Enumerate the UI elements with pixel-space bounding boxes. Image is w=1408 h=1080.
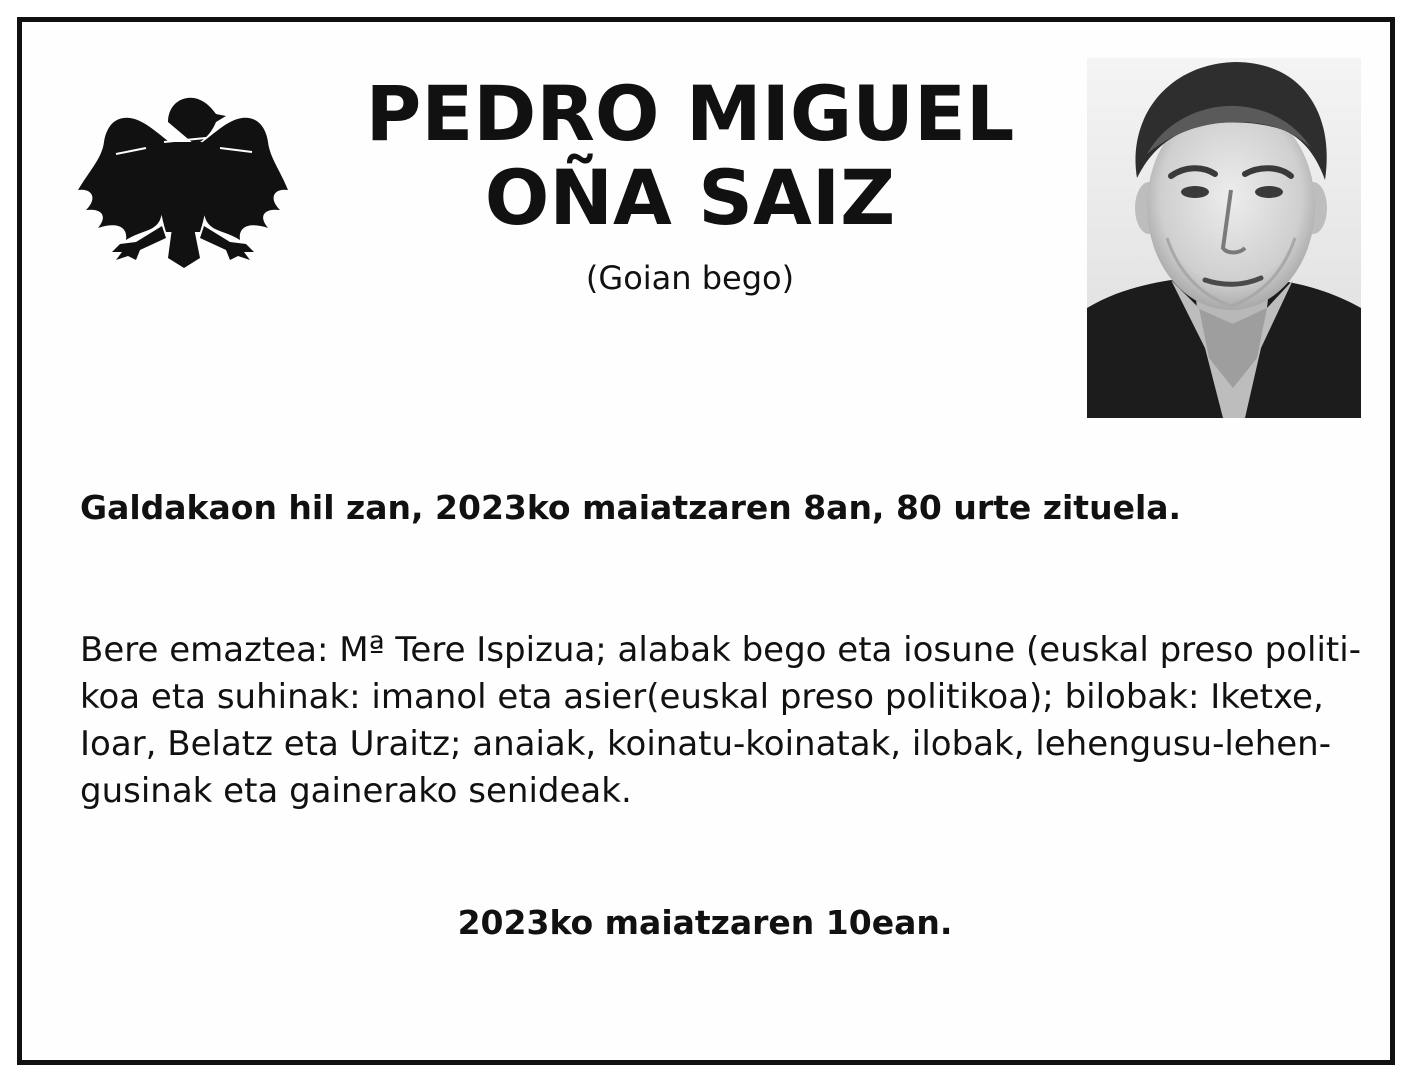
deceased-name xyxy=(290,69,1090,242)
family-line: gusinak eta gainerako senideak. xyxy=(80,771,632,811)
goian-bego-text: (Goian bego) xyxy=(585,259,795,297)
death-announcement: Galdakaon hil zan, 2023ko maiatzaren 8an, 80 urte zituela. xyxy=(80,488,1182,527)
family-list xyxy=(80,627,1361,815)
family-line: Bere emaztea: Mª Tere Ispizua; alabak bego eta iosune (euskal preso politi- xyxy=(80,630,1361,670)
eagle-emblem-icon xyxy=(76,92,290,272)
family-line: koa eta suhinak: imanol eta asier(euskal preso politikoa); bilobak: Iketxe, xyxy=(80,677,1324,717)
publication-date: 2023ko maiatzaren 10ean. xyxy=(457,903,953,942)
name-line-1: PEDRO MIGUEL xyxy=(365,69,1015,158)
name-line-2: OÑA SAIZ xyxy=(484,153,896,242)
family-line: Ioar, Belatz eta Uraitz; anaiak, koinatu-koinatak, ilobak, lehengusu-lehen- xyxy=(80,724,1331,764)
portrait-photo xyxy=(1087,58,1361,418)
